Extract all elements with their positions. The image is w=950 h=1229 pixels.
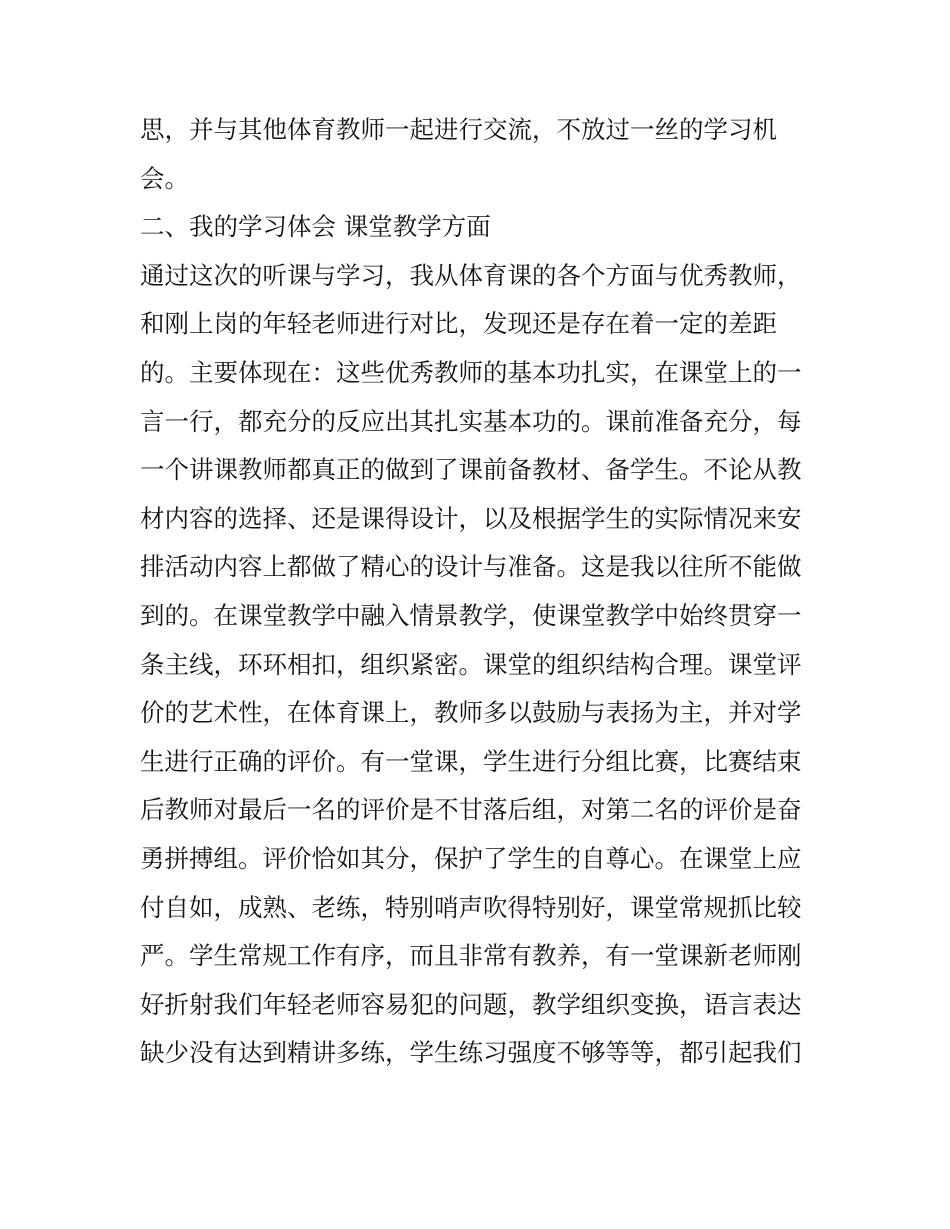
text-line: 言一行，都充分的反应出其扎实基本功的。课前准备充分，每 [140, 406, 802, 436]
text-line: 会。 [140, 163, 189, 193]
text-line: 排活动内容上都做了精心的设计与准备。这是我以往所不能做 [140, 552, 802, 582]
text-line: 生进行正确的评价。有一堂课，学生进行分组比赛，比赛结束 [140, 746, 802, 776]
text-line: 材内容的选择、还是课得设计，以及根据学生的实际情况来安 [140, 503, 802, 533]
text-line: 付自如，成熟、老练，特别哨声吹得特别好，课堂常规抓比较 [140, 892, 802, 922]
text-line: 条主线，环环相扣，组织紧密。课堂的组织结构合理。课堂评 [140, 649, 802, 679]
text-line: 的。主要体现在：这些优秀教师的基本功扎实，在课堂上的一 [140, 357, 802, 387]
text-line: 到的。在课堂教学中融入情景教学，使课堂教学中始终贯穿一 [140, 600, 802, 630]
text-line: 勇拼搏组。评价恰如其分，保护了学生的自尊心。在课堂上应 [140, 843, 802, 873]
text-line: 通过这次的听课与学习，我从体育课的各个方面与优秀教师， [140, 260, 802, 290]
text-line: 缺少没有达到精讲多练，学生练习强度不够等等，都引起我们 [140, 1038, 802, 1068]
text-line: 思，并与其他体育教师一起进行交流，不放过一丝的学习机 [140, 115, 777, 144]
body-text [140, 106, 820, 1078]
text-line: 和刚上岗的年轻老师进行对比，发现还是存在着一定的差距 [140, 309, 777, 339]
text-line: 后教师对最后一名的评价是不甘落后组，对第二名的评价是奋 [140, 795, 802, 825]
section-heading: 二、我的学习体会 课堂教学方面 [140, 212, 491, 242]
text-line: 价的艺术性，在体育课上，教师多以鼓励与表扬为主，并对学 [140, 698, 802, 728]
text-line: 严。学生常规工作有序，而且非常有教养，有一堂课新老师刚 [140, 941, 802, 971]
text-line: 好折射我们年轻老师容易犯的问题，教学组织变换，语言表达 [140, 989, 802, 1019]
text-line: 一个讲课教师都真正的做到了课前备教材、备学生。不论从教 [140, 455, 802, 485]
